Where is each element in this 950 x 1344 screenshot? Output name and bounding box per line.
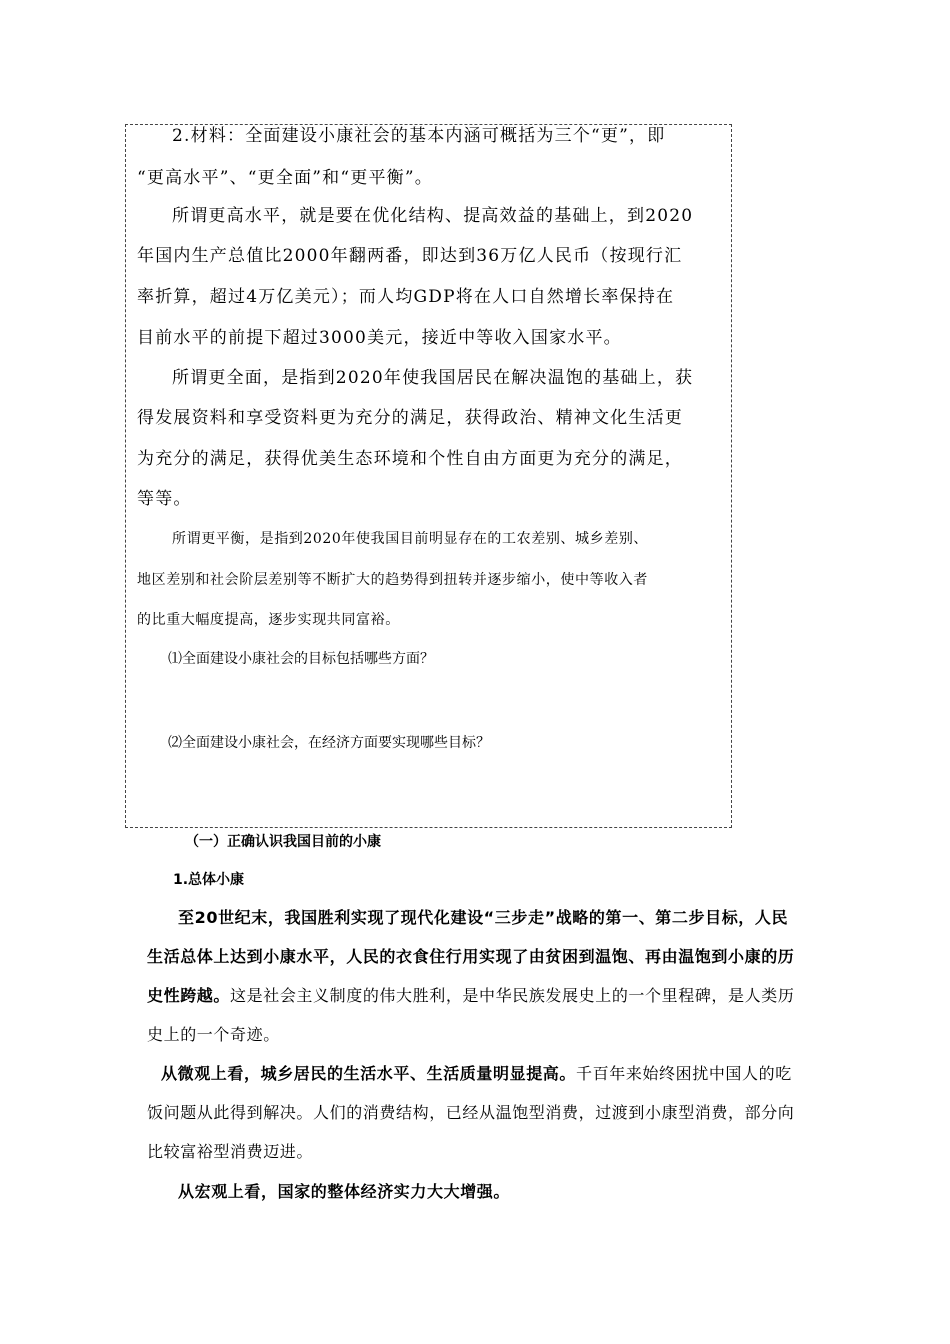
material-line-9: 为充分的满足，获得优美生态环境和个性自由方面更为充分的满足， — [137, 449, 683, 469]
paragraph-1-line-1: 至20世纪末，我国胜利实现了现代化建设“三步走”战略的第一、第二步目标，人民 — [178, 908, 789, 927]
question-1: ⑴全面建设小康社会的目标包括哪些方面？ — [168, 651, 434, 667]
material-line-4: 年国内生产总值比2000年翻两番，即达到36万亿人民币（按现行汇 — [137, 246, 683, 266]
paragraph-1-line-4: 史上的一个奇迹。 — [147, 1025, 280, 1044]
paragraph-2-line-2: 饭问题从此得到解决。人们的消费结构，已经从温饱型消费，过渡到小康型消费，部分向 — [147, 1103, 795, 1122]
material-line-5: 率折算，超过4万亿美元）；而人均GDP将在人口自然增长率保持在 — [137, 287, 675, 307]
material-small-line-3: 的比重大幅度提高，逐步实现共同富裕。 — [137, 612, 400, 628]
material-line-2: “更高水平”、“更全面”和“更平衡”。 — [137, 168, 433, 188]
paragraph-1-line-2: 生活总体上达到小康水平，人民的衣食住行用实现了由贫困到温饱、再由温饱到小康的历 — [147, 947, 795, 966]
paragraph-1-line-3-rest: 这是社会主义制度的伟大胜利，是中华民族发展史上的一个里程碑，是人类历 — [230, 986, 795, 1005]
material-line-6: 目前水平的前提下超过3000美元，接近中等收入国家水平。 — [137, 328, 622, 348]
paragraph-3: 从宏观上看，国家的整体经济实力大大增强。 — [178, 1182, 511, 1201]
material-small-line-1: 所谓更平衡，是指到2020年使我国目前明显存在的工农差别、城乡差别、 — [172, 531, 649, 547]
material-line-7: 所谓更全面，是指到2020年使我国居民在解决温饱的基础上，获 — [172, 368, 694, 388]
paragraph-2-line-3: 比较富裕型消费迈进。 — [147, 1142, 314, 1161]
paragraph-2-line-1-rest: 千百年来始终困扰中国人的吃 — [576, 1064, 792, 1083]
paragraph-1-line-3 — [147, 988, 794, 1004]
material-box — [125, 124, 732, 828]
material-line-8: 得发展资料和享受资料更为充分的满足，获得政治、精神文化生活更 — [137, 408, 683, 428]
section-subheading: 1.总体小康 — [173, 872, 245, 888]
material-line-1: 2.材料：全面建设小康社会的基本内涵可概括为三个“更”，即 — [172, 126, 666, 146]
question-2: ⑵全面建设小康社会，在经济方面要实现哪些目标？ — [168, 735, 490, 751]
material-line-10: 等等。 — [137, 489, 192, 509]
paragraph-1-line-3-bold: 史性跨越。 — [147, 986, 231, 1005]
paragraph-2-line-1 — [161, 1066, 792, 1082]
material-small-line-2: 地区差别和社会阶层差别等不断扩大的趋势得到扭转并逐步缩小，使中等收入者 — [137, 572, 648, 588]
material-line-3: 所谓更高水平，就是要在优化结构、提高效益的基础上，到2020 — [172, 206, 694, 226]
paragraph-2-line-1-bold: 从微观上看，城乡居民的生活水平、生活质量明显提高。 — [161, 1064, 577, 1083]
section-heading: （一）正确认识我国目前的小康 — [185, 834, 381, 850]
